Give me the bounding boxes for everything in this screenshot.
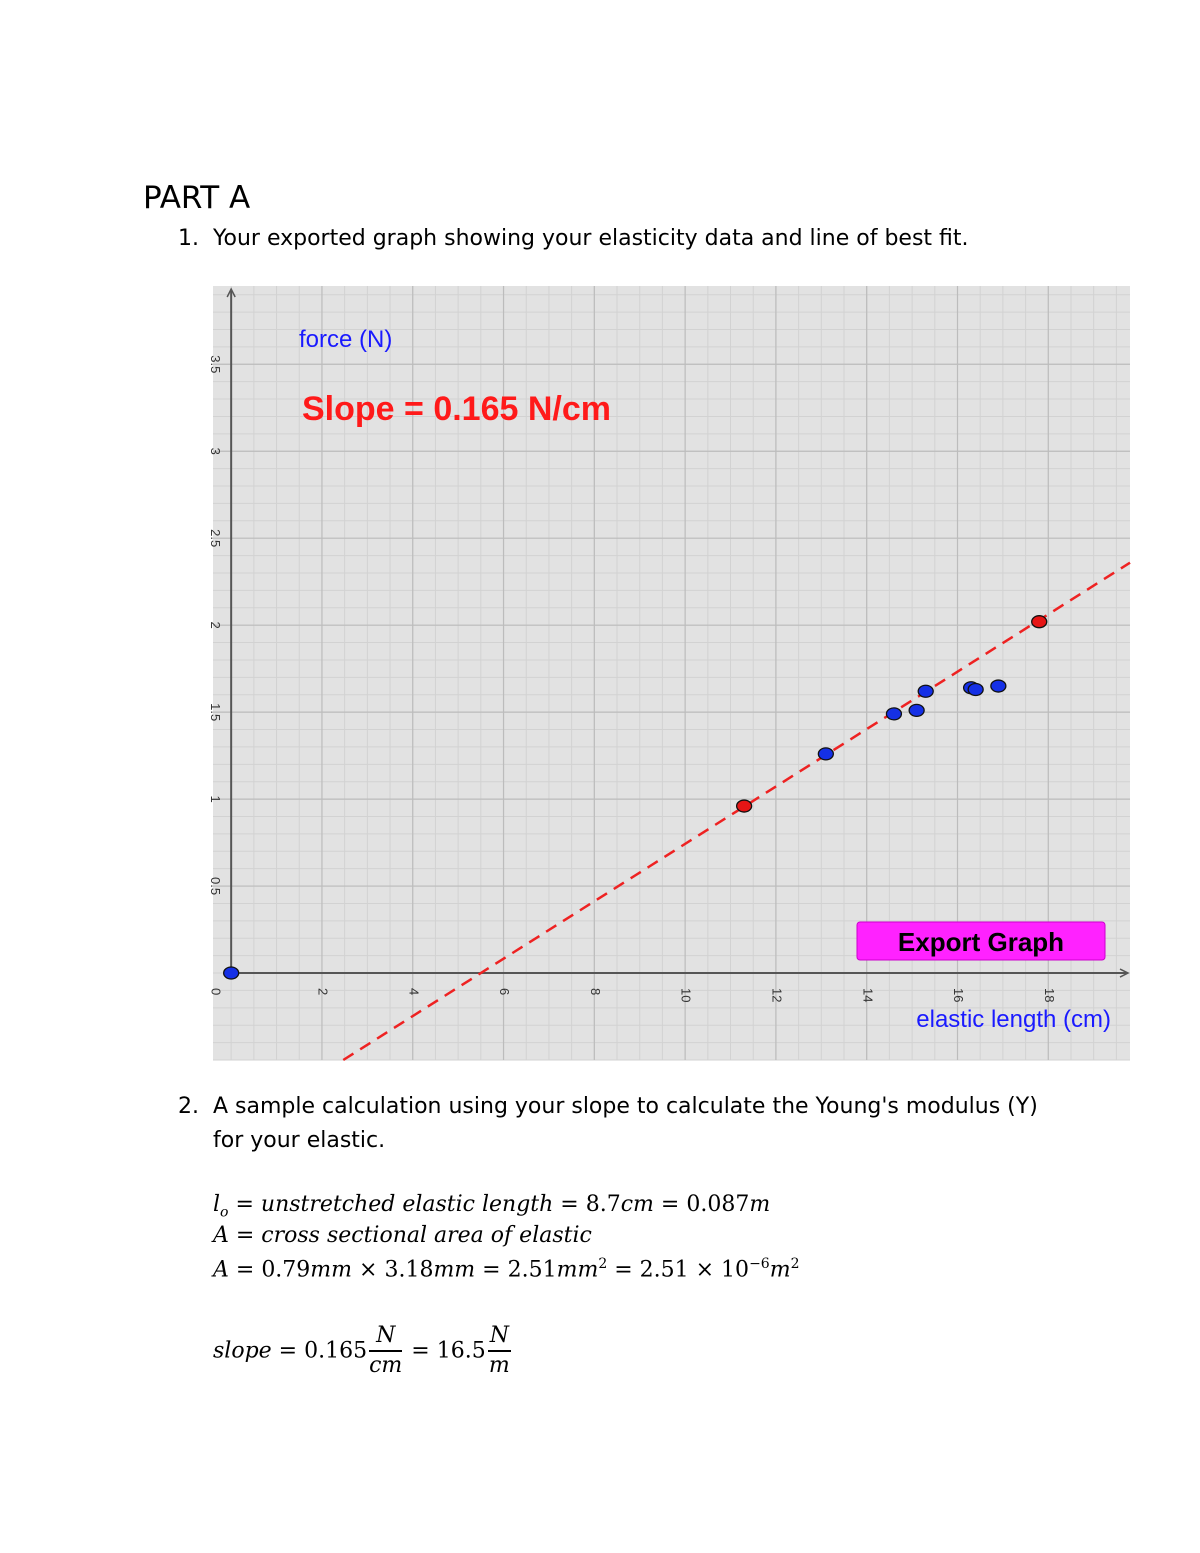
export-graph-button-label: Export Graph xyxy=(897,927,1065,957)
y-tick-label: 2 xyxy=(208,621,224,629)
question-2-line-2: for your elastic. xyxy=(213,1128,386,1153)
origin-label: 0 xyxy=(208,988,224,996)
chart-svg xyxy=(208,286,1130,1060)
y-tick-label: 3.5 xyxy=(208,355,224,374)
slope-annotation: Slope = 0.165 N/cm xyxy=(302,390,611,428)
eq-a-eq3: = xyxy=(607,1257,640,1283)
eq-a: A xyxy=(213,1257,229,1283)
x-tick-label: 12 xyxy=(769,988,785,1003)
eq-area-definition: A = cross sectional area of elastic xyxy=(213,1223,592,1248)
eq-slope-v1: 0.165 xyxy=(304,1338,368,1364)
x-tick-label: 10 xyxy=(678,988,694,1003)
eq-a-v4: 2.51 × 10 xyxy=(639,1257,750,1283)
eq-a-eq: = xyxy=(228,1257,262,1283)
data-point-blue xyxy=(886,708,901,720)
x-tick-label: 16 xyxy=(951,988,967,1003)
question-2-line-1: A sample calculation using your slope to calculate the Young's modulus (Y) xyxy=(213,1094,1038,1119)
y-tick-label: 1 xyxy=(208,795,224,803)
force-length-graph xyxy=(208,286,1130,1060)
eq-l-val: 8.7 xyxy=(585,1192,621,1217)
x-tick-label: 14 xyxy=(860,988,876,1003)
eq-slope-num-2: N xyxy=(488,1322,511,1352)
eq-a-u3: mm xyxy=(556,1257,599,1283)
best-fit-line xyxy=(343,563,1130,1060)
export-graph-button[interactable] xyxy=(857,922,1105,960)
eq-a-eq2: = xyxy=(475,1257,508,1283)
x-axis-label: elastic length (cm) xyxy=(916,1006,1111,1033)
data-point-blue xyxy=(818,748,833,760)
eq-l: l xyxy=(213,1192,221,1217)
question-1-number: 1. xyxy=(178,226,199,251)
eq-a-exp: −6 xyxy=(749,1256,770,1272)
data-point-blue xyxy=(918,685,933,697)
eq-slope-frac-2 xyxy=(488,1322,511,1380)
x-tick-label: 8 xyxy=(587,988,603,996)
eq-a-sup2: 2 xyxy=(790,1256,800,1272)
eq-a-v3: 2.51 xyxy=(507,1257,557,1283)
eq-a-u4: m xyxy=(769,1257,791,1283)
x-tick-label: 6 xyxy=(497,988,513,996)
eq-l-sub: o xyxy=(220,1204,229,1221)
x-tick-label: 2 xyxy=(315,988,331,996)
eq-slope-lhs: slope xyxy=(213,1338,272,1364)
eq-l-def: = unstretched elastic length = xyxy=(228,1192,586,1217)
eq-a-v1: 0.79 xyxy=(261,1257,311,1283)
eq-l-unit2: m xyxy=(749,1192,771,1217)
tick-labels xyxy=(208,355,1057,1002)
x-tick-label: 4 xyxy=(406,988,422,996)
eq-l-unit: cm xyxy=(620,1192,654,1217)
question-1-text: Your exported graph showing your elasticity data and line of best fit. xyxy=(213,226,969,251)
eq-slope-eq2: = xyxy=(404,1338,437,1364)
eq-a-sup: 2 xyxy=(598,1256,608,1272)
question-1 xyxy=(178,222,1078,256)
y-axis-label: force (N) xyxy=(299,326,393,353)
eq-a-u2: mm xyxy=(433,1257,476,1283)
y-tick-label: 3 xyxy=(208,447,224,455)
eq-a-u1: mm xyxy=(310,1257,353,1283)
y-tick-label: 0.5 xyxy=(208,877,224,896)
eq-unstretched-length xyxy=(213,1192,770,1220)
data-point-blue xyxy=(909,704,924,716)
data-point-blue xyxy=(224,967,239,979)
eq-slope-frac-1 xyxy=(369,1322,402,1380)
eq-slope xyxy=(213,1322,513,1380)
eq-l-eq: = xyxy=(653,1192,687,1217)
question-2-number: 2. xyxy=(178,1094,199,1119)
fit-line-group xyxy=(343,563,1130,1060)
eq-slope-v2: 16.5 xyxy=(436,1338,486,1364)
y-tick-label: 1.5 xyxy=(208,703,224,722)
eq-l-val2: 0.087 xyxy=(686,1192,750,1217)
eq-slope-den-1: cm xyxy=(369,1353,403,1378)
data-point-red xyxy=(737,800,752,812)
x-tick-label: 18 xyxy=(1041,988,1057,1003)
question-2 xyxy=(178,1090,1078,1160)
eq-a-v2: 3.18 xyxy=(384,1257,434,1283)
eq-slope-den-2: m xyxy=(488,1353,510,1378)
eq-slope-num-1: N xyxy=(369,1322,402,1352)
eq-a-times: × xyxy=(352,1257,385,1283)
data-point-blue xyxy=(968,684,983,696)
y-tick-label: 2.5 xyxy=(208,529,224,548)
data-point-red xyxy=(1032,616,1047,628)
eq-area-value xyxy=(213,1256,800,1282)
part-heading: PART A xyxy=(143,180,251,216)
data-point-blue xyxy=(991,680,1006,692)
eq-slope-eq: = xyxy=(271,1338,305,1364)
